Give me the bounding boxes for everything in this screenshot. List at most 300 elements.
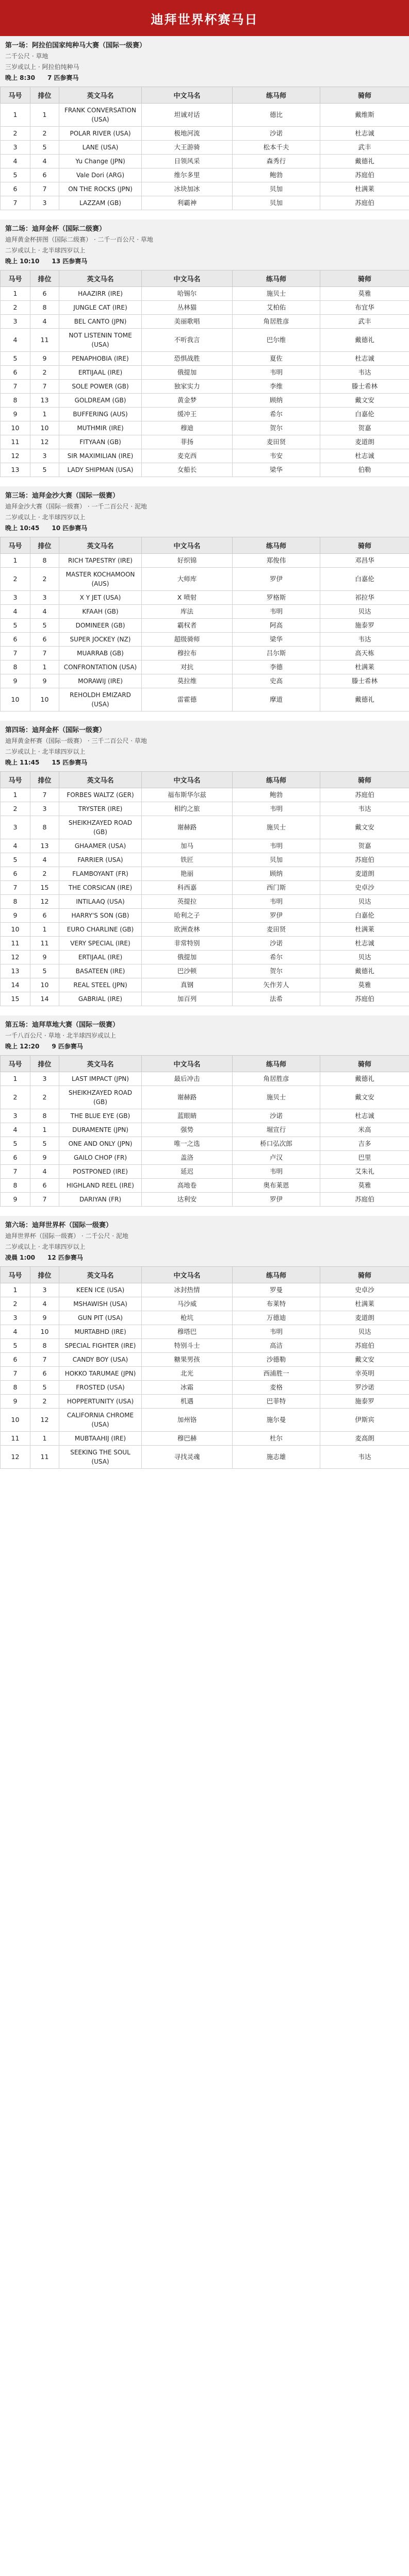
horse-number: 1 [1, 104, 30, 127]
barrier: 12 [30, 435, 59, 449]
race-header [0, 1216, 409, 1266]
horse-name-en: CALIFORNIA CHROME (USA) [59, 1409, 142, 1432]
horse-number: 4 [1, 605, 30, 619]
jockey: 贺嘉 [320, 421, 409, 435]
horse-name-cn: 加百列 [142, 992, 233, 1006]
horse-name-en: MORAWIJ (IRE) [59, 674, 142, 688]
barrier: 3 [30, 1283, 59, 1297]
table-row [1, 1193, 409, 1207]
horse-name-en: SOLE POWER (GB) [59, 380, 142, 394]
section-gap [0, 1207, 409, 1216]
horse-number: 1 [1, 554, 30, 568]
horse-name-cn: 缓冲王 [142, 408, 233, 421]
horse-name-en: GOLDREAM (GB) [59, 394, 142, 408]
header-row [1, 537, 409, 554]
race-section [0, 486, 409, 711]
runners-table [0, 537, 409, 711]
barrier: 3 [30, 196, 59, 210]
horse-name-cn: 冰块加冰 [142, 182, 233, 196]
horse-number: 4 [1, 155, 30, 168]
horse-number: 3 [1, 141, 30, 155]
column-header: 骑师 [320, 537, 409, 554]
jockey: 戴德礼 [320, 688, 409, 711]
race-condition: 二岁或以上 · 北半球四岁以上 [5, 748, 86, 755]
barrier: 2 [30, 366, 59, 380]
table-row [1, 964, 409, 978]
table-row [1, 1325, 409, 1339]
trainer: 麦田贤 [233, 923, 320, 937]
barrier: 6 [30, 1179, 59, 1193]
horse-number: 7 [1, 1367, 30, 1381]
horse-number: 2 [1, 127, 30, 141]
horse-name-en: Vale Dori (ARG) [59, 168, 142, 182]
table-row [1, 554, 409, 568]
table-row [1, 909, 409, 923]
barrier: 4 [30, 853, 59, 867]
barrier: 3 [30, 1072, 59, 1086]
horse-name-en: HARRY'S SON (GB) [59, 909, 142, 923]
trainer: 韦明 [233, 1165, 320, 1179]
horse-name-cn: 唯一之选 [142, 1137, 233, 1151]
table-header [1, 87, 409, 104]
jockey: 贝达 [320, 605, 409, 619]
horse-name-cn: 蓝眼睛 [142, 1109, 233, 1123]
table-header [1, 772, 409, 788]
horse-name-en: ON THE ROCKS (JPN) [59, 182, 142, 196]
horse-number: 1 [1, 1072, 30, 1086]
horse-name-cn: 库法 [142, 605, 233, 619]
race-condition: 二岁或以上 · 北半球四岁以上 [5, 1243, 86, 1250]
race-title: 第三场：迪拜金沙大赛（国际一级赛） [5, 492, 120, 500]
runners-table [0, 1266, 409, 1469]
trainer: 施贝士 [233, 287, 320, 301]
table-row [1, 619, 409, 633]
race-runners: 10 匹参赛马 [52, 524, 88, 532]
table-row [1, 992, 409, 1006]
race-condition: 二岁或以上 · 北半球四岁以上 [5, 247, 86, 254]
horse-number: 11 [1, 937, 30, 951]
barrier: 5 [30, 619, 59, 633]
horse-name-cn: 俄提加 [142, 951, 233, 964]
horse-name-en: SHEIKHZAYED ROAD (GB) [59, 1086, 142, 1109]
barrier: 12 [30, 1409, 59, 1432]
horse-number: 7 [1, 881, 30, 895]
race-condition: 迪拜金沙大赛（国际一级赛） · 一千二百公尺 · 泥地 [5, 503, 147, 510]
horse-number: 2 [1, 568, 30, 591]
trainer: 贝加 [233, 182, 320, 196]
horse-name-en: HOKKO TARUMAE (JPN) [59, 1367, 142, 1381]
horse-name-cn: 糖果男孩 [142, 1353, 233, 1367]
table-row [1, 287, 409, 301]
horse-number: 5 [1, 1137, 30, 1151]
jockey: 杜满莱 [320, 660, 409, 674]
barrier: 12 [30, 895, 59, 909]
table-row [1, 1297, 409, 1311]
horse-number: 6 [1, 1353, 30, 1367]
jockey: 莫雅 [320, 1179, 409, 1193]
horse-name-en: LADY SHIPMAN (USA) [59, 463, 142, 477]
table-row [1, 366, 409, 380]
race-section [0, 1216, 409, 1469]
barrier: 9 [30, 352, 59, 366]
jockey: 戴德礼 [320, 1072, 409, 1086]
horse-name-cn: 穆拉布 [142, 647, 233, 660]
barrier: 15 [30, 881, 59, 895]
race-section [0, 1015, 409, 1207]
trainer: 施志雄 [233, 1446, 320, 1469]
jockey: 白嘉伦 [320, 909, 409, 923]
horse-name-en: SUPER JOCKEY (NZ) [59, 633, 142, 647]
barrier: 6 [30, 1367, 59, 1381]
column-header: 练马师 [233, 87, 320, 104]
horse-name-en: INTILAAQ (USA) [59, 895, 142, 909]
trainer: 韦安 [233, 449, 320, 463]
jockey: 麦道朗 [320, 867, 409, 881]
horse-name-cn: 最后冲击 [142, 1072, 233, 1086]
barrier: 7 [30, 1193, 59, 1207]
table-row [1, 853, 409, 867]
table-row [1, 1353, 409, 1367]
barrier: 4 [30, 155, 59, 168]
horse-number: 1 [1, 1283, 30, 1297]
trainer: 罗格斯 [233, 591, 320, 605]
horse-name-en: VERY SPECIAL (IRE) [59, 937, 142, 951]
trainer: 麦田贤 [233, 435, 320, 449]
barrier: 2 [30, 127, 59, 141]
page-title: 迪拜世界杯赛马日 [151, 12, 258, 27]
horse-name-cn: 达利安 [142, 1193, 233, 1207]
trainer: 施贝士 [233, 1086, 320, 1109]
jockey: 史卓沙 [320, 881, 409, 895]
table-row [1, 802, 409, 816]
horse-name-cn: 科西嘉 [142, 881, 233, 895]
horse-number: 5 [1, 1339, 30, 1353]
race-condition: 二千公尺 · 草地 [5, 53, 48, 60]
horse-name-en: MURTABHD (IRE) [59, 1325, 142, 1339]
horse-number: 3 [1, 1109, 30, 1123]
column-header: 骑师 [320, 1267, 409, 1283]
horse-name-en: GHAAMER (USA) [59, 839, 142, 853]
horse-name-cn: 加马 [142, 839, 233, 853]
horse-name-en: ERTIJAAL (IRE) [59, 951, 142, 964]
barrier: 11 [30, 1446, 59, 1469]
horse-name-cn: 麦克西 [142, 449, 233, 463]
barrier: 6 [30, 168, 59, 182]
table-row [1, 141, 409, 155]
horse-name-cn: 女船长 [142, 463, 233, 477]
jockey: 武丰 [320, 315, 409, 329]
column-header: 中文马名 [142, 772, 233, 788]
horse-number: 12 [1, 1446, 30, 1469]
column-header: 排位 [30, 87, 59, 104]
horse-name-cn: 高地卷 [142, 1179, 233, 1193]
horse-number: 8 [1, 895, 30, 909]
jockey: 滕士希林 [320, 674, 409, 688]
horse-name-en: SPECIAL FIGHTER (IRE) [59, 1339, 142, 1353]
column-header: 马号 [1, 87, 30, 104]
column-header: 马号 [1, 270, 30, 287]
horse-number: 12 [1, 449, 30, 463]
table-row [1, 937, 409, 951]
trainer: 西浦胜一 [233, 1367, 320, 1381]
horse-number: 10 [1, 1409, 30, 1432]
section-gap [0, 210, 409, 219]
horse-number: 4 [1, 839, 30, 853]
horse-name-cn: 坦诚对话 [142, 104, 233, 127]
horse-name-cn: 恐惧战胜 [142, 352, 233, 366]
jockey: 杜志诚 [320, 127, 409, 141]
jockey: 麦道朗 [320, 435, 409, 449]
race-runners: 9 匹参赛马 [52, 1043, 83, 1050]
table-row [1, 605, 409, 619]
horse-name-cn: 寻找灵魂 [142, 1446, 233, 1469]
header-row [1, 87, 409, 104]
horse-number: 3 [1, 1311, 30, 1325]
jockey: 苏庭伯 [320, 196, 409, 210]
trainer: 韦明 [233, 605, 320, 619]
table-header [1, 1056, 409, 1072]
table-row [1, 1311, 409, 1325]
horse-name-cn: 冰封热情 [142, 1283, 233, 1297]
horse-number: 7 [1, 647, 30, 660]
horse-name-cn: 维尔多里 [142, 168, 233, 182]
jockey: 武丰 [320, 141, 409, 155]
horse-name-cn: 日领风采 [142, 155, 233, 168]
barrier: 2 [30, 1086, 59, 1109]
trainer: 西门斯 [233, 881, 320, 895]
barrier: 10 [30, 421, 59, 435]
table-row [1, 1109, 409, 1123]
race-time: 晚上 10:45 [5, 524, 40, 532]
jockey: 杜满莱 [320, 923, 409, 937]
column-header: 马号 [1, 537, 30, 554]
horse-number: 10 [1, 923, 30, 937]
jockey: 戴维斯 [320, 104, 409, 127]
horse-number: 15 [1, 992, 30, 1006]
trainer: 罗伊 [233, 568, 320, 591]
horse-name-en: FLAMBOYANT (FR) [59, 867, 142, 881]
table-header [1, 1267, 409, 1283]
trainer: 韦明 [233, 1325, 320, 1339]
race-condition: 迪拜世界杯（国际一级赛） · 二千公尺 · 泥地 [5, 1232, 128, 1240]
jockey: 杜志诚 [320, 449, 409, 463]
barrier: 1 [30, 923, 59, 937]
barrier: 2 [30, 1395, 59, 1409]
table-body [1, 788, 409, 1006]
horse-number: 6 [1, 867, 30, 881]
jockey: 戴文安 [320, 394, 409, 408]
barrier: 8 [30, 1339, 59, 1353]
horse-name-cn: 好织锦 [142, 554, 233, 568]
horse-number: 14 [1, 978, 30, 992]
barrier: 1 [30, 104, 59, 127]
trainer: 李德 [233, 660, 320, 674]
barrier: 8 [30, 554, 59, 568]
column-header: 排位 [30, 1267, 59, 1283]
trainer: 卢汉 [233, 1151, 320, 1165]
barrier: 4 [30, 315, 59, 329]
trainer: 艾柏佑 [233, 301, 320, 315]
column-header: 马号 [1, 1056, 30, 1072]
column-header: 排位 [30, 772, 59, 788]
table-row [1, 315, 409, 329]
trainer: 桥口弘次郎 [233, 1137, 320, 1151]
horse-name-en: REHOLDH EMIZARD (USA) [59, 688, 142, 711]
horse-name-cn: 加州铬 [142, 1409, 233, 1432]
horse-number: 7 [1, 380, 30, 394]
race-runners: 7 匹参赛马 [47, 74, 79, 81]
race-list [0, 36, 409, 1478]
horse-name-cn: 相约之旅 [142, 802, 233, 816]
trainer: 巴菲特 [233, 1395, 320, 1409]
section-gap [0, 477, 409, 486]
race-section [0, 219, 409, 477]
trainer: 万德迪 [233, 1311, 320, 1325]
trainer: 沙诺 [233, 1109, 320, 1123]
horse-name-cn: 独家实力 [142, 380, 233, 394]
table-row [1, 1165, 409, 1179]
barrier: 5 [30, 1381, 59, 1395]
table-row [1, 1179, 409, 1193]
horse-name-en: BASATEEN (IRE) [59, 964, 142, 978]
barrier: 4 [30, 605, 59, 619]
jockey: 罗沙诺 [320, 1381, 409, 1395]
runners-table [0, 1055, 409, 1207]
race-meta [5, 256, 404, 267]
horse-name-cn: 俄提加 [142, 366, 233, 380]
horse-number: 7 [1, 196, 30, 210]
jockey: 杜志诚 [320, 1109, 409, 1123]
runners-table [0, 87, 409, 210]
table-body [1, 1283, 409, 1469]
trainer: 梁华 [233, 463, 320, 477]
jockey: 巴里 [320, 1151, 409, 1165]
horse-name-en: TRYSTER (IRE) [59, 802, 142, 816]
table-row [1, 352, 409, 366]
table-row [1, 182, 409, 196]
barrier: 9 [30, 1151, 59, 1165]
table-row [1, 633, 409, 647]
jockey: 白嘉伦 [320, 408, 409, 421]
barrier: 7 [30, 182, 59, 196]
horse-name-cn: 大王游骑 [142, 141, 233, 155]
horse-number: 11 [1, 435, 30, 449]
column-header: 练马师 [233, 1056, 320, 1072]
horse-name-en: THE CORSICAN (IRE) [59, 881, 142, 895]
horse-name-en: ONE AND ONLY (JPN) [59, 1137, 142, 1151]
barrier: 8 [30, 816, 59, 839]
horse-name-cn: 冰霜 [142, 1381, 233, 1395]
race-runners: 12 匹参赛马 [47, 1254, 83, 1261]
header-row [1, 1267, 409, 1283]
column-header: 中文马名 [142, 87, 233, 104]
trainer: 贺尔 [233, 964, 320, 978]
race-meta [5, 1041, 404, 1052]
barrier: 5 [30, 141, 59, 155]
table-row [1, 1381, 409, 1395]
jockey: 杜满莱 [320, 1297, 409, 1311]
horse-name-cn: 不听我言 [142, 329, 233, 352]
table-row [1, 463, 409, 477]
jockey: 韦达 [320, 1446, 409, 1469]
horse-number: 2 [1, 301, 30, 315]
table-row [1, 155, 409, 168]
horse-name-cn: 枪坑 [142, 1311, 233, 1325]
race-header [0, 721, 409, 771]
table-row [1, 1137, 409, 1151]
horse-number: 5 [1, 853, 30, 867]
horse-name-cn: 谢赫路 [142, 816, 233, 839]
horse-number: 8 [1, 1179, 30, 1193]
horse-number: 5 [1, 352, 30, 366]
horse-number: 9 [1, 1395, 30, 1409]
column-header: 英文马名 [59, 270, 142, 287]
race-meta [5, 1252, 404, 1263]
table-row [1, 1283, 409, 1297]
trainer: 罗伊 [233, 1193, 320, 1207]
jockey: 贝达 [320, 895, 409, 909]
table-row [1, 647, 409, 660]
jockey: 贺嘉 [320, 839, 409, 853]
jockey: 戴德礼 [320, 329, 409, 352]
horse-name-en: PENAPHOBIA (IRE) [59, 352, 142, 366]
table-header [1, 537, 409, 554]
jockey: 米高 [320, 1123, 409, 1137]
barrier: 6 [30, 287, 59, 301]
trainer: 角居胜彦 [233, 1072, 320, 1086]
horse-name-cn: X 喷射 [142, 591, 233, 605]
section-gap [0, 1469, 409, 1478]
horse-name-cn: 谢赫路 [142, 1086, 233, 1109]
trainer: 森秀行 [233, 155, 320, 168]
trainer: 夏佐 [233, 352, 320, 366]
trainer: 麦格 [233, 1381, 320, 1395]
jockey: 白嘉伦 [320, 568, 409, 591]
barrier: 1 [30, 408, 59, 421]
column-header: 练马师 [233, 1267, 320, 1283]
horse-name-en: RICH TAPESTRY (IRE) [59, 554, 142, 568]
horse-number: 13 [1, 463, 30, 477]
horse-name-cn: 霸权者 [142, 619, 233, 633]
race-header [0, 1015, 409, 1055]
trainer: 沙诺 [233, 937, 320, 951]
horse-name-cn: 穆巴赫 [142, 1432, 233, 1446]
trainer: 李维 [233, 380, 320, 394]
barrier: 5 [30, 1137, 59, 1151]
jockey: 幸英明 [320, 1367, 409, 1381]
horse-number: 6 [1, 633, 30, 647]
column-header: 中文马名 [142, 1056, 233, 1072]
section-gap [0, 711, 409, 721]
jockey: 贝达 [320, 1325, 409, 1339]
table-row [1, 421, 409, 435]
barrier: 6 [30, 909, 59, 923]
horse-name-cn: 北光 [142, 1367, 233, 1381]
race-runners: 13 匹参赛马 [52, 258, 88, 265]
column-header: 排位 [30, 270, 59, 287]
horse-name-en: FARRIER (USA) [59, 853, 142, 867]
jockey: 高天栋 [320, 647, 409, 660]
horse-name-en: REAL STEEL (JPN) [59, 978, 142, 992]
jockey: 苏庭伯 [320, 853, 409, 867]
column-header: 中文马名 [142, 1267, 233, 1283]
horse-name-en: GUN PIT (USA) [59, 1311, 142, 1325]
trainer: 贝加 [233, 196, 320, 210]
table-row [1, 1446, 409, 1469]
jockey: 艾朱礼 [320, 1165, 409, 1179]
horse-name-cn: 欧洲查林 [142, 923, 233, 937]
horse-name-en: BUFFERING (AUS) [59, 408, 142, 421]
